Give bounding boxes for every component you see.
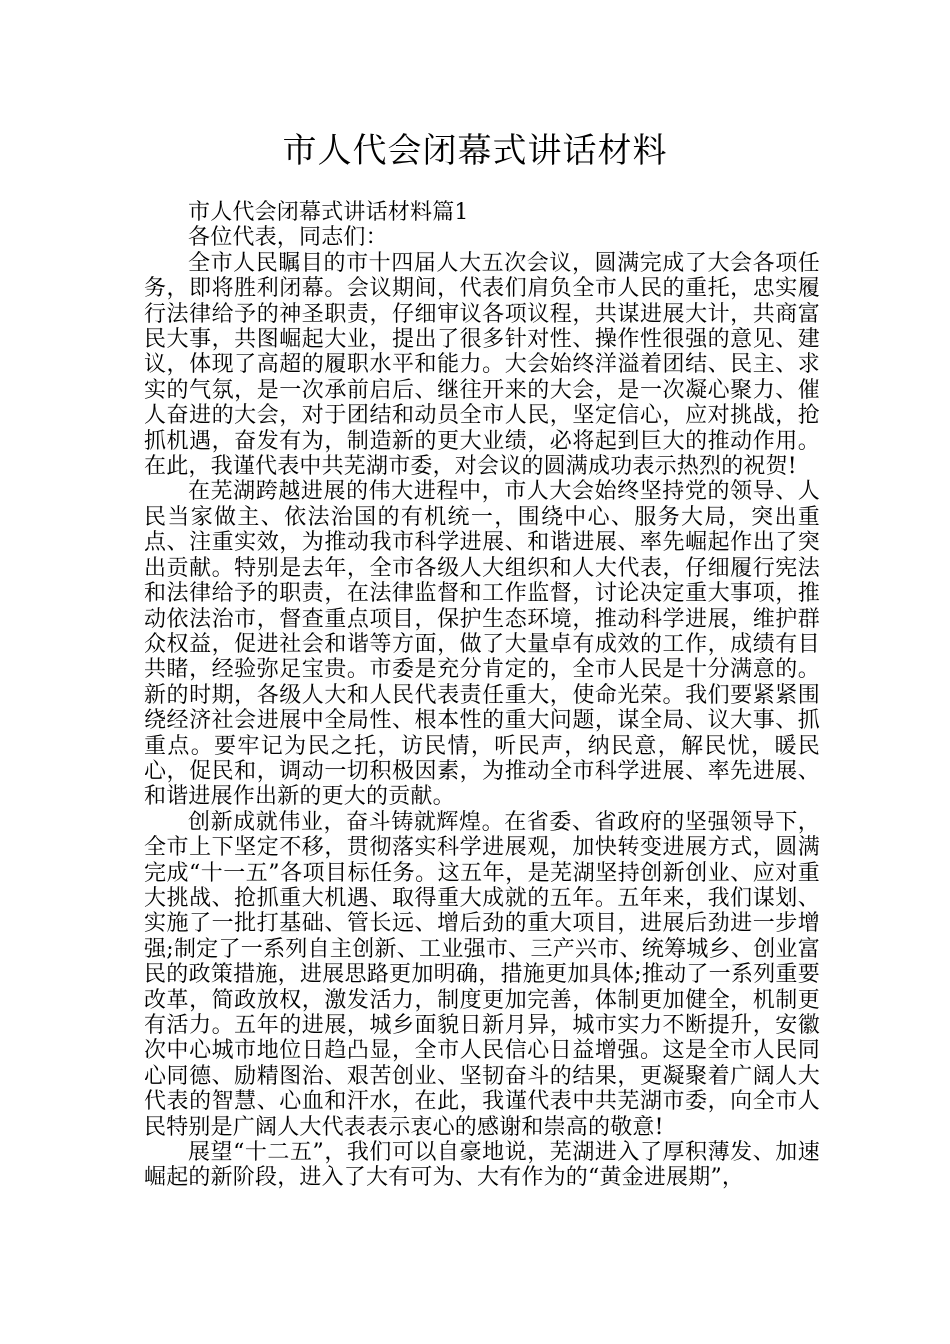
- paragraph: 在芜湖跨越进展的伟大进程中，市人大会始终坚持党的领导、人民当家做主、依法治国的有机统一，围绕中心、服务大局，突出重点、注重实效，为推动我市科学进展、和谐进展、率先崛起作出了突出贡献。特别是去年，全市各级人大组织和人大代表，仔细履行宪法和法律给予的职责，在法律监督和工作监督，讨论决定重大事项，推动依法治市，督查重点项目，保护生态环境，推动科学进展，维护群众权益，促进社会和谐等方面，做了大量卓有成效的工作，成绩有目共睹，经验弥足宝贵。市委是充分肯定的，全市人民是十分满意的。新的时期，各级人大和人民代表责任重大，使命光荣。我们要紧紧围绕经济社会进展中全局性、根本性的重大问题，谋全局、议大事、抓重点。要牢记为民之托，访民情，听民声，纳民意，解民忧，暖民心，促民和，调动一切积极因素，为推动全市科学进展、率先进展、和谐进展作出新的更大的贡献。: [144, 479, 820, 810]
- paragraph: 全市人民瞩目的市十四届人大五次会议，圆满完成了大会各项任务，即将胜利闭幕。会议期间，代表们肩负全市人民的重托，忠实履行法律给予的神圣职责，仔细审议各项议程，共谋进展大计，共商富民大事，共图崛起大业，提出了很多针对性、操作性很强的意见、建议，体现了高超的履职水平和能力。大会始终洋溢着团结、民主、求实的气氛，是一次承前启后、继往开来的大会，是一次凝心聚力、催人奋进的大会，对于团结和动员全市人民，坚定信心，应对挑战，抢抓机遇，奋发有为，制造新的更大业绩，必将起到巨大的推动作用。在此，我谨代表中共芜湖市委，对会议的圆满成功表示热烈的祝贺!: [144, 250, 820, 480]
- document-title: 市人代会闭幕式讲话材料: [282, 131, 668, 171]
- paragraph: 创新成就伟业，奋斗铸就辉煌。在省委、省政府的坚强领导下，全市上下坚定不移，贯彻落实科学进展观，加快转变进展方式，圆满完成“十一五”各项目标任务。这五年，是芜湖坚持创新创业、应对重大挑战、抢抓重大机遇、取得重大成就的五年。五年来，我们谋划、实施了一批打基础、管长远、增后劲的重大项目，进展后劲进一步增强;制定了一系列自主创新、工业强市、三产兴市、统筹城乡、创业富民的政策措施，进展思路更加明确，措施更加具体;推动了一系列重要改革，简政放权，激发活力，制度更加完善，体制更加健全，机制更有活力。五年的进展，城乡面貌日新月异，城市实力不断提升，安徽次中心城市地位日趋凸显，全市人民信心日益增强。这是全市人民同心同德、励精图治、艰苦创业、坚韧奋斗的结果，更凝聚着广阔人大代表的智慧、心血和汗水，在此，我谨代表中共芜湖市委，向全市人民特别是广阔人大代表表示衷心的感谢和崇高的敬意!: [144, 809, 820, 1140]
- section-heading: 市人代会闭幕式讲话材料篇1: [188, 200, 469, 225]
- salutation: 各位代表，同志们：: [188, 225, 388, 251]
- document-body: [144, 200, 820, 1191]
- paragraph: 展望“十二五”，我们可以自豪地说，芜湖进入了厚积薄发、加速崛起的新阶段，进入了大有可为、大有作为的“黄金进展期”，: [144, 1140, 820, 1191]
